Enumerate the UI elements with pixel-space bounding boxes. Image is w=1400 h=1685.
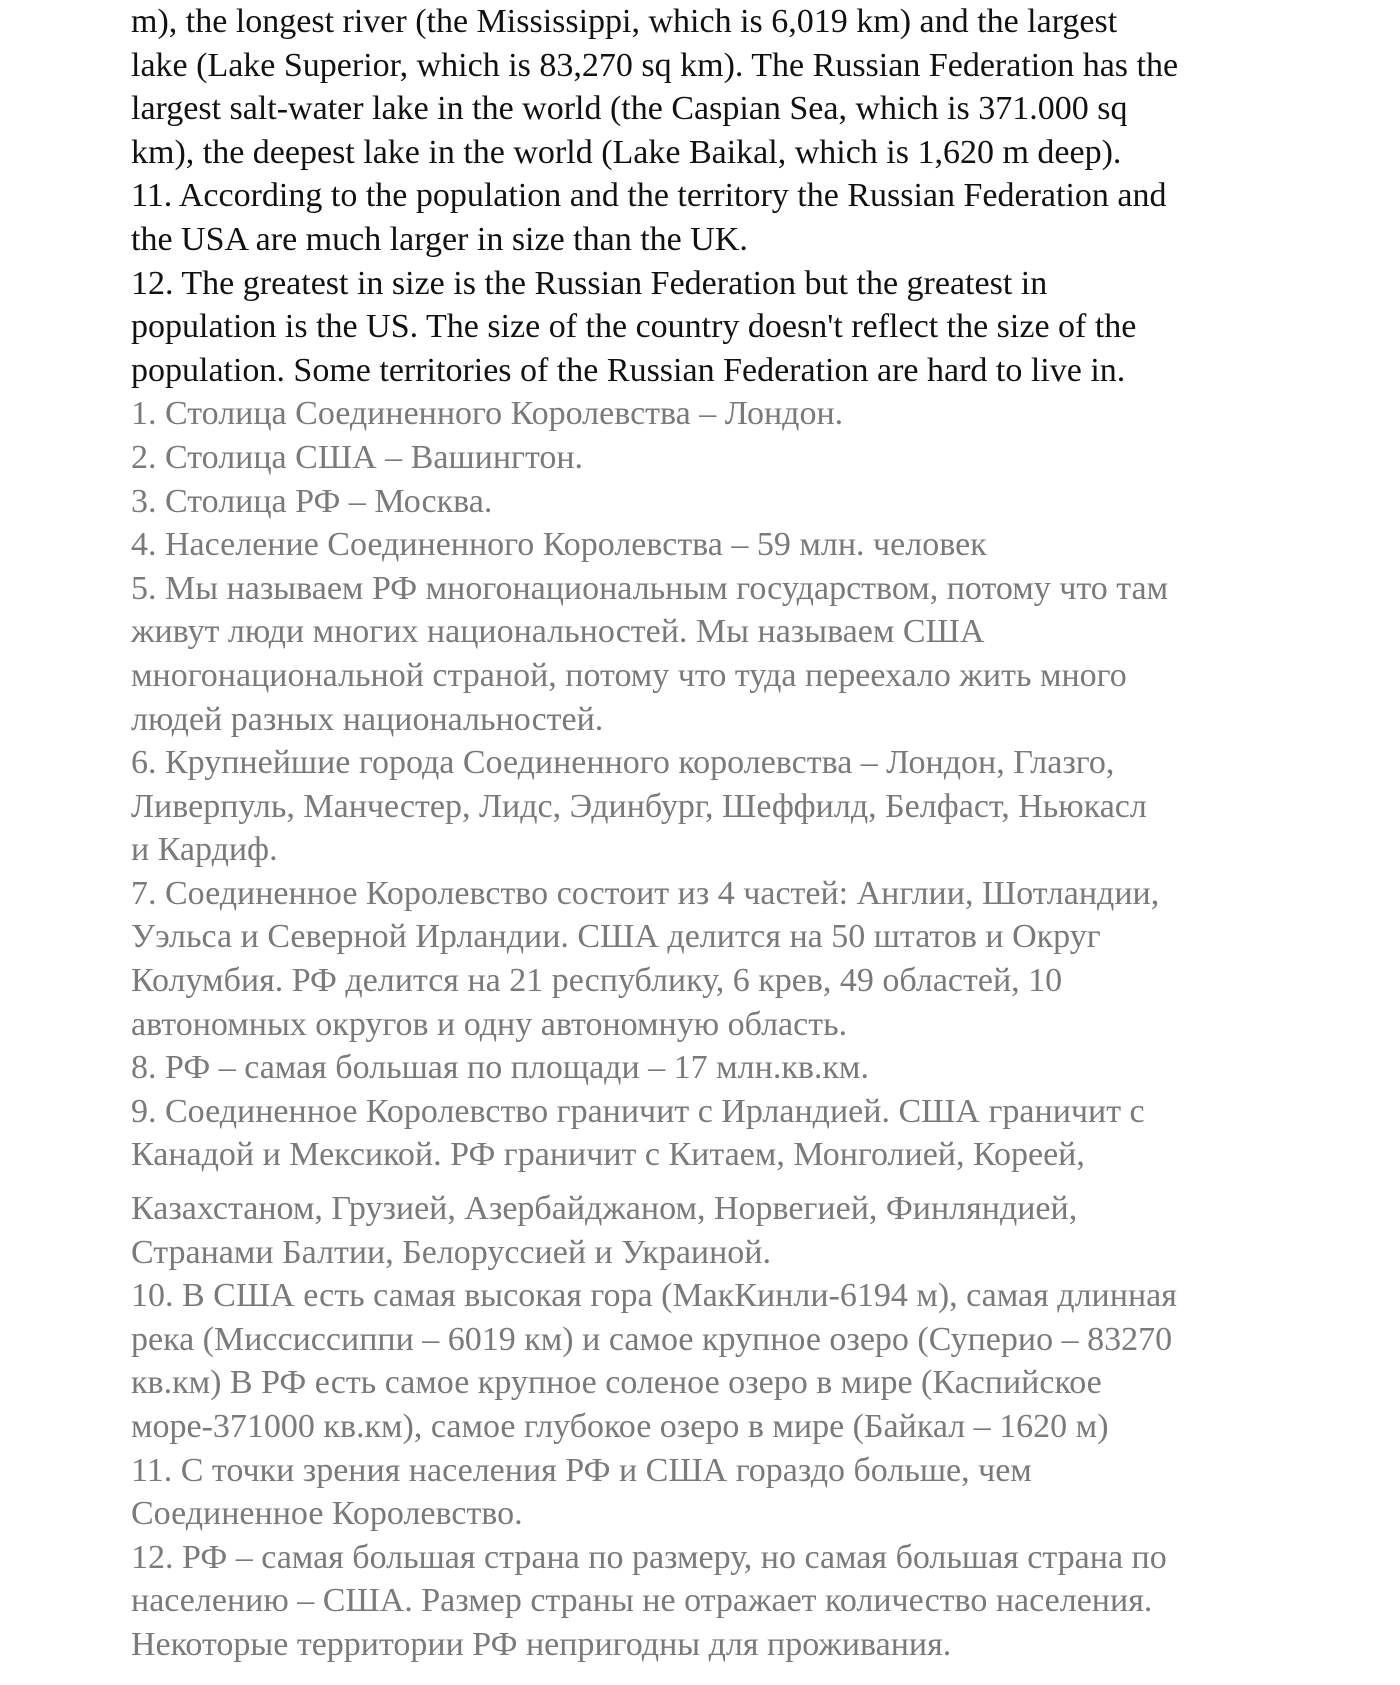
document-page: [131, 0, 1371, 1667]
russian-item-5: 5. Мы называем РФ многонациональным государством, потому что там живут люди многих национальностей. Мы называем США многонациональной страной, потому что туда переехало жить много людей разных национальностей.: [131, 569, 1169, 738]
russian-item-11: 11. С точки зрения населения РФ и США гораздо больше, чем Соединенное Королевство.: [131, 1451, 1032, 1533]
english-paragraph-10-continued: m), the longest river (the Mississippi, which is 6,019 km) and the largest lake (Lake Superior, which is 83,270 sq km). The Russian Federation has the largest salt-water lake in the world (the Caspian Sea, which is 371.000 sq km), the deepest lake in the world (Lake Baikal, which is 1,620 m deep).: [131, 3, 1179, 171]
russian-item-9-part-b: Казахстаном, Грузией, Азербайджаном, Норвегией, Финляндией, Странами Балтии, Белоруссией и Украиной.: [131, 1190, 1078, 1271]
russian-item-12: 12. РФ – самая большая страна по размеру, но самая большая страна по населению – США. Размер страны не отражает количество населения. Некоторые территории РФ непригодны для проживания.: [131, 1538, 1167, 1663]
russian-item-7: 7. Соединенное Королевство состоит из 4 частей: Англии, Шотландии, Уэльса и Северной Ирландии. США делится на 50 штатов и Округ Колумбия. РФ делится на 21 республику, 6 крев, 49 областей, 10 автономных округов и одну автономную область.: [131, 874, 1160, 1043]
english-paragraph-12: 12. The greatest in size is the Russian Federation but the greatest in population is the US. The size of the country doesn't reflect the size of the population. Some territories of the Russian Federation are hard to live in.: [131, 264, 1137, 389]
russian-item-10: 10. В США есть самая высокая гора (МакКинли-6194 м), самая длинная река (Миссиссиппи – 6019 км) и самое крупное озеро (Суперио – 83270 кв.км) В РФ есть самое крупное соленое озеро в мире (Каспийское море-371000 кв.км), самое глубокое озеро в мире (Байкал – 1620 м): [131, 1277, 1177, 1445]
russian-item-2: 2. Столица США – Вашингтон.: [131, 438, 584, 476]
russian-item-8: 8. РФ – самая большая по площади – 17 млн.кв.км.: [131, 1049, 869, 1087]
russian-item-3: 3. Столица РФ – Москва.: [131, 482, 493, 520]
russian-item-9-part-a: 9. Соединенное Королевство граничит с Ирландией. США граничит с Канадой и Мексикой. РФ граничит с Китаем, Монголией, Кореей,: [131, 1092, 1145, 1174]
russian-item-6: 6. Крупнейшие города Соединенного королевства – Лондон, Глазго, Ливерпуль, Манчестер, Лидс, Эдинбург, Шеффилд, Белфаст, Ньюкасл и Кардиф.: [131, 744, 1147, 869]
russian-item-4: 4. Население Соединенного Королевства – 59 млн. человек: [131, 526, 987, 564]
english-paragraph-11: 11. According to the population and the territory the Russian Federation and the USA are much larger in size than the UK.: [131, 177, 1167, 258]
russian-item-1: 1. Столица Соединенного Королевства – Лондон.: [131, 395, 844, 433]
